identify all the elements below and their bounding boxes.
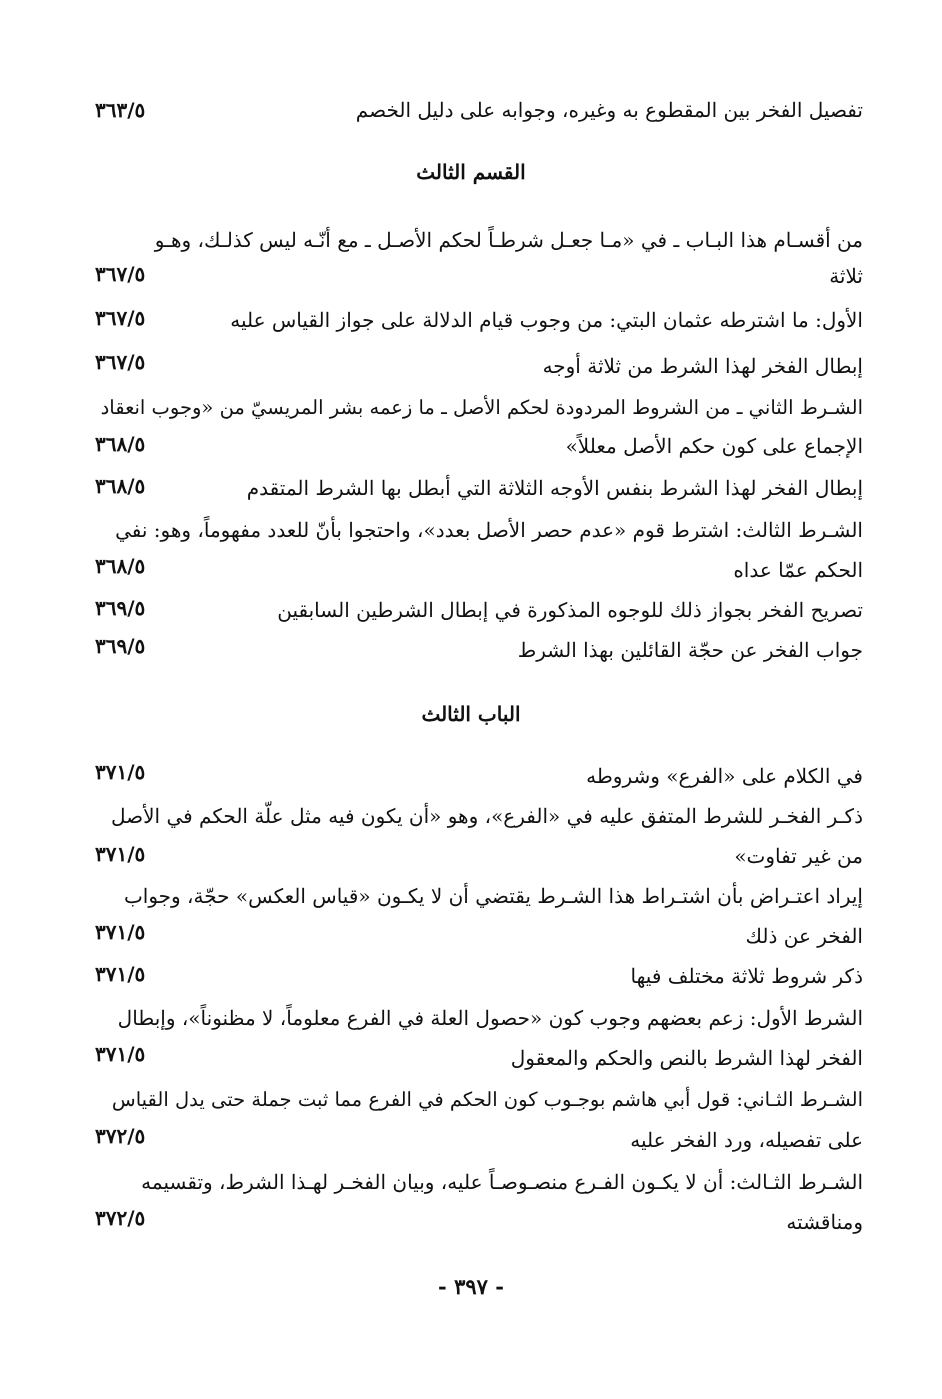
- page-number: - ٣٩٧ -: [438, 1274, 504, 1299]
- index-entry-line: على تفصيله، ورد الفخر عليه: [630, 1128, 863, 1152]
- index-entry-line: ثلاثة: [829, 264, 863, 288]
- index-entry-line: إبطال الفخر لهذا الشرط بنفس الأوجه الثلاثة التي أبطل بها الشرط المتقدم: [246, 476, 863, 500]
- index-entry-page-ref: ٣٦٧/٥: [95, 306, 146, 330]
- index-entry-line: ذكـر الفخـر للشرط المتفق عليه في «الفرع»، وهو «أن يكون فيه مثل علّة الحكم في الأصل: [111, 804, 863, 828]
- index-entry-line: من غير تفاوت»: [734, 844, 863, 868]
- index-entry-line: الشرط الأول: زعم بعضهم وجوب كون «حصول العلة في الفرع معلوماً، لا مظنوناً»، وإبطال: [117, 1006, 863, 1030]
- index-entry-page-ref: ٣٦٩/٥: [95, 634, 146, 658]
- index-entry-page-ref: ٣٦٧/٥: [95, 350, 146, 374]
- index-entry-page-ref: ٣٧١/٥: [95, 1042, 146, 1066]
- index-entry-line: إبطال الفخر لهذا الشرط من ثلاثة أوجه: [542, 354, 863, 378]
- index-entry-page-ref: ٣٦٨/٥: [95, 474, 146, 498]
- index-entry-page-ref: ٣٧٢/٥: [95, 1124, 146, 1148]
- index-entry-line: الحكم عمّا عداه: [733, 558, 863, 582]
- index-entry-page-ref: ٣٦٧/٥: [95, 262, 146, 286]
- index-entry-page-ref: ٣٧١/٥: [95, 962, 146, 986]
- index-entry-page-ref: ٣٧١/٥: [95, 760, 146, 784]
- chapter-heading: الباب الثالث: [421, 702, 521, 726]
- index-entry-line: جواب الفخر عن حجّة القائلين بهذا الشرط: [517, 638, 863, 662]
- index-entry-page-ref: ٣٧١/٥: [95, 842, 146, 866]
- index-entry-page-ref: ٣٦٨/٥: [95, 432, 146, 456]
- index-entry-line: الشـرط الثالث: اشترط قوم «عدم حصر الأصل بعدد»، واحتجوا بأنّ للعدد مفهوماً، وهو: نفي: [115, 518, 863, 542]
- index-entry-line: الشـرط الثـالث: أن لا يكـون الفـرع منصـوصـاً عليه، وبيان الفخـر لهـذا الشرط، وتقسيمه: [141, 1170, 863, 1194]
- running-entry-page-ref: ٣٦٣/٥: [95, 98, 146, 122]
- index-entry-line: الفخر لهذا الشرط بالنص والحكم والمعقول: [510, 1046, 863, 1070]
- index-entry-line: الفخر عن ذلك: [745, 924, 863, 948]
- index-entry-page-ref: ٣٧١/٥: [95, 920, 146, 944]
- index-entry-line: الإجماع على كون حكم الأصل معللاً»: [565, 434, 863, 458]
- index-entry-line: إيراد اعتـراض بأن اشتـراط هذا الشـرط يقتضي أن لا يكـون «قياس العكس» حجّة، وجواب: [123, 884, 863, 908]
- index-entry-line: الشـرط الثاني ـ من الشروط المردودة لحكم الأصل ـ ما زعمه بشر المريسيّ من «وجوب انعقاد: [100, 396, 863, 419]
- index-entry-line: في الكلام على «الفرع» وشروطه: [586, 764, 863, 788]
- index-entry-line: من أقسـام هذا البـاب ـ في «مـا جعـل شرطـاً لحكم الأصـل ـ مع أنّـه ليس كذلـك، وهـو: [154, 228, 863, 252]
- index-entry-line: تصريح الفخر بجواز ذلك للوجوه المذكورة في إبطال الشرطين السابقين: [277, 598, 863, 622]
- index-entry-page-ref: ٣٦٩/٥: [95, 596, 146, 620]
- index-entry-line: ومناقشته: [786, 1210, 863, 1234]
- index-entry-page-ref: ٣٧٢/٥: [95, 1206, 146, 1230]
- running-entry-text: تفصيل الفخر بين المقطوع به وغيره، وجوابه على دليل الخصم: [355, 98, 863, 122]
- section-heading: القسم الثالث: [416, 160, 526, 184]
- index-entry-line: ذكر شروط ثلاثة مختلف فيها: [630, 964, 863, 988]
- index-entry-line: الشـرط الثـاني: قول أبي هاشم بوجـوب كون الحكم في الفرع مما ثبت جملة حتى يدل القياس: [111, 1088, 863, 1111]
- index-entry-page-ref: ٣٦٨/٥: [95, 554, 146, 578]
- index-entry-line: الأول: ما اشترطه عثمان البتي: من وجوب قيام الدلالة على جواز القياس عليه: [230, 308, 863, 332]
